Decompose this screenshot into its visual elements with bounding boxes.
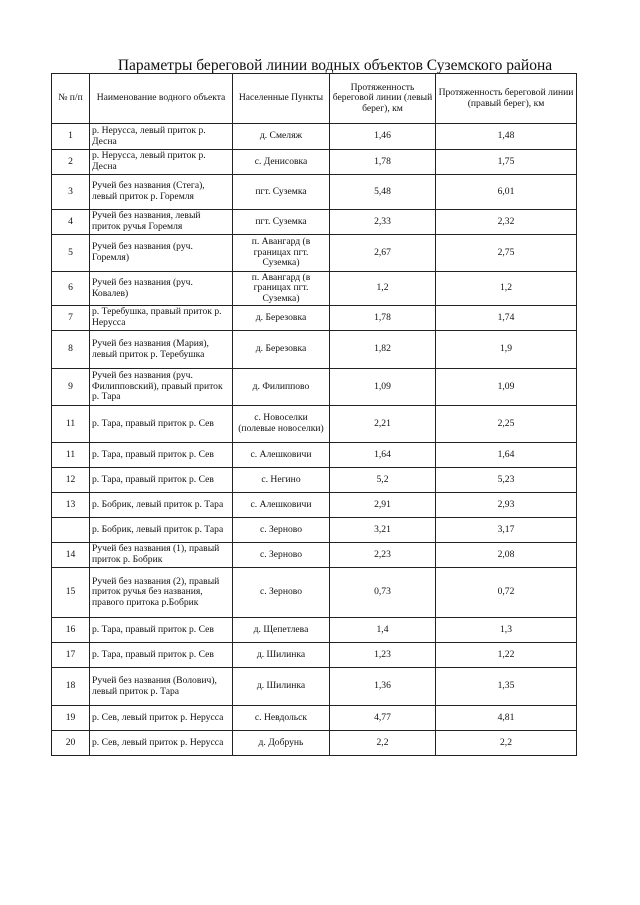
cell-right-bank: 6,01	[436, 175, 577, 210]
cell-left-bank: 2,23	[330, 543, 436, 568]
table-row	[52, 468, 577, 493]
cell-place: с. Новоселки (полевые новоселки)	[233, 406, 330, 443]
cell-place: пгт. Суземка	[233, 210, 330, 235]
cell-left-bank: 5,48	[330, 175, 436, 210]
cell-name: Ручей без названия (1), правый приток р. Бобрик	[90, 543, 233, 568]
cell-place: с. Негино	[233, 468, 330, 493]
cell-place: с. Алешковичи	[233, 493, 330, 518]
cell-num: 17	[52, 643, 90, 668]
cell-num: 13	[52, 493, 90, 518]
cell-name: р. Тара, правый приток р. Сев	[90, 468, 233, 493]
table-row	[52, 406, 577, 443]
cell-num: 15	[52, 568, 90, 618]
cell-left-bank: 1,82	[330, 331, 436, 369]
cell-place: с. Алешковичи	[233, 443, 330, 468]
cell-left-bank: 1,09	[330, 369, 436, 406]
cell-right-bank: 2,93	[436, 493, 577, 518]
cell-name: р. Тара, правый приток р. Сев	[90, 643, 233, 668]
cell-num: 5	[52, 235, 90, 272]
cell-left-bank: 1,36	[330, 668, 436, 706]
cell-place: п. Авангард (в границах пгт. Суземка)	[233, 235, 330, 272]
table-row	[52, 306, 577, 331]
cell-name: Ручей без названия (руч. Горемля)	[90, 235, 233, 272]
cell-left-bank: 1,78	[330, 150, 436, 175]
cell-name: р. Сев, левый приток р. Нерусса	[90, 706, 233, 731]
cell-right-bank: 1,9	[436, 331, 577, 369]
cell-left-bank: 2,33	[330, 210, 436, 235]
cell-num: 8	[52, 331, 90, 369]
cell-place: д. Смеляж	[233, 124, 330, 150]
cell-right-bank: 1,09	[436, 369, 577, 406]
cell-left-bank: 2,21	[330, 406, 436, 443]
cell-left-bank: 1,64	[330, 443, 436, 468]
cell-num: 14	[52, 543, 90, 568]
cell-place: с. Зерново	[233, 568, 330, 618]
cell-left-bank: 1,46	[330, 124, 436, 150]
cell-name: Ручей без названия, левый приток ручья Горемля	[90, 210, 233, 235]
header-name: Наименование водного объекта	[90, 74, 233, 124]
cell-num: 2	[52, 150, 90, 175]
cell-place: пгт. Суземка	[233, 175, 330, 210]
cell-name: р. Сев, левый приток р. Нерусса	[90, 731, 233, 756]
cell-num: 6	[52, 272, 90, 306]
cell-place: с. Невдольск	[233, 706, 330, 731]
cell-left-bank: 1,78	[330, 306, 436, 331]
cell-right-bank: 3,17	[436, 518, 577, 543]
cell-place: с. Денисовка	[233, 150, 330, 175]
cell-place: д. Березовка	[233, 306, 330, 331]
table-row	[52, 210, 577, 235]
table-body	[52, 124, 577, 756]
cell-right-bank: 5,23	[436, 468, 577, 493]
cell-left-bank: 0,73	[330, 568, 436, 618]
shoreline-table	[51, 73, 577, 756]
table-row	[52, 331, 577, 369]
table-row	[52, 272, 577, 306]
cell-left-bank: 2,67	[330, 235, 436, 272]
cell-num: 3	[52, 175, 90, 210]
cell-right-bank: 4,81	[436, 706, 577, 731]
header-num: № п/п	[52, 74, 90, 124]
cell-right-bank: 2,08	[436, 543, 577, 568]
cell-num: 19	[52, 706, 90, 731]
cell-right-bank: 1,35	[436, 668, 577, 706]
cell-name: р. Нерусса, левый приток р. Десна	[90, 150, 233, 175]
cell-num: 18	[52, 668, 90, 706]
cell-right-bank: 2,2	[436, 731, 577, 756]
cell-place: д. Филиппово	[233, 369, 330, 406]
table-header-row	[52, 74, 577, 124]
cell-num: 16	[52, 618, 90, 643]
header-place: Населенные Пункты	[233, 74, 330, 124]
cell-left-bank: 4,77	[330, 706, 436, 731]
cell-name: р. Бобрик, левый приток р. Тара	[90, 518, 233, 543]
table-row	[52, 150, 577, 175]
cell-right-bank: 1,22	[436, 643, 577, 668]
cell-right-bank: 1,3	[436, 618, 577, 643]
cell-right-bank: 2,75	[436, 235, 577, 272]
cell-name: Ручей без названия (Волович), левый приток р. Тара	[90, 668, 233, 706]
cell-place: д. Шилинка	[233, 668, 330, 706]
cell-place: д. Березовка	[233, 331, 330, 369]
header-left-bank: Протяженность береговой линии (левый берег), км	[330, 74, 436, 124]
cell-num: 11	[52, 443, 90, 468]
cell-place: с. Зерново	[233, 518, 330, 543]
cell-left-bank: 1,4	[330, 618, 436, 643]
cell-name: Ручей без названия (2), правый приток ручья без названия, правого притока р.Бобрик	[90, 568, 233, 618]
table-row	[52, 443, 577, 468]
cell-num	[52, 518, 90, 543]
cell-name: Ручей без названия (руч. Ковалев)	[90, 272, 233, 306]
cell-left-bank: 2,2	[330, 731, 436, 756]
cell-right-bank: 1,64	[436, 443, 577, 468]
cell-name: Ручей без названия (Мария), левый приток р. Теребушка	[90, 331, 233, 369]
cell-num: 1	[52, 124, 90, 150]
header-right-bank: Протяженность береговой линии (правый берег), км	[436, 74, 577, 124]
table-row	[52, 235, 577, 272]
cell-place: д. Шилинка	[233, 643, 330, 668]
cell-left-bank: 3,21	[330, 518, 436, 543]
cell-left-bank: 2,91	[330, 493, 436, 518]
cell-name: р. Бобрик, левый приток р. Тара	[90, 493, 233, 518]
cell-num: 11	[52, 406, 90, 443]
cell-right-bank: 1,48	[436, 124, 577, 150]
table-row	[52, 518, 577, 543]
table-row	[52, 731, 577, 756]
cell-place: д. Добрунь	[233, 731, 330, 756]
cell-place: д. Щепетлева	[233, 618, 330, 643]
cell-left-bank: 1,2	[330, 272, 436, 306]
cell-num: 12	[52, 468, 90, 493]
cell-name: Ручей без названия (Стега), левый приток р. Горемля	[90, 175, 233, 210]
cell-right-bank: 2,25	[436, 406, 577, 443]
cell-num: 9	[52, 369, 90, 406]
cell-right-bank: 2,32	[436, 210, 577, 235]
cell-name: р. Теребушка, правый приток р. Нерусса	[90, 306, 233, 331]
cell-right-bank: 1,74	[436, 306, 577, 331]
cell-right-bank: 1,75	[436, 150, 577, 175]
cell-place: с. Зерново	[233, 543, 330, 568]
cell-right-bank: 0,72	[436, 568, 577, 618]
cell-name: Ручей без названия (руч. Филипповский), правый приток р. Тара	[90, 369, 233, 406]
cell-right-bank: 1,2	[436, 272, 577, 306]
cell-num: 4	[52, 210, 90, 235]
table-row	[52, 493, 577, 518]
table-row	[52, 643, 577, 668]
cell-name: р. Тара, правый приток р. Сев	[90, 406, 233, 443]
cell-name: р. Тара, правый приток р. Сев	[90, 618, 233, 643]
table-row	[52, 543, 577, 568]
cell-name: р. Нерусса, левый приток р. Десна	[90, 124, 233, 150]
page-title: Параметры береговой линии водных объектов Суземского района	[117, 57, 553, 74]
cell-num: 20	[52, 731, 90, 756]
table-row	[52, 618, 577, 643]
cell-left-bank: 1,23	[330, 643, 436, 668]
cell-place: п. Авангард (в границах пгт. Суземка)	[233, 272, 330, 306]
cell-left-bank: 5,2	[330, 468, 436, 493]
table-row	[52, 369, 577, 406]
table-row	[52, 706, 577, 731]
table-row	[52, 568, 577, 618]
table-row	[52, 175, 577, 210]
cell-name: р. Тара, правый приток р. Сев	[90, 443, 233, 468]
cell-num: 7	[52, 306, 90, 331]
table-row	[52, 124, 577, 150]
table-row	[52, 668, 577, 706]
